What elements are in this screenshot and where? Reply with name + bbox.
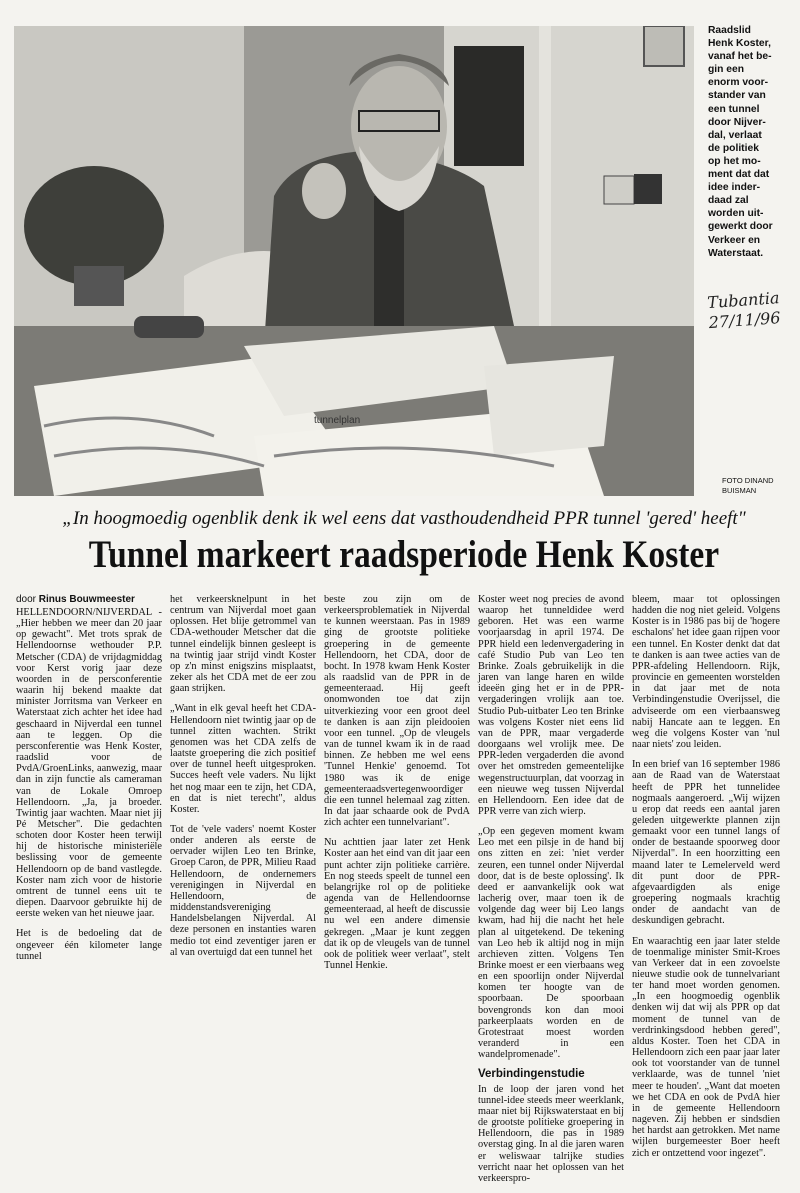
byline-prefix: door [16, 594, 37, 605]
document-label: tunnelplan [314, 415, 361, 426]
caption-line: dal, verlaat [708, 129, 762, 141]
paragraph: Het is de bedoeling dat de ongeveer één kilometer lange tunnel [16, 928, 162, 962]
caption-line: een tunnel [708, 103, 760, 115]
paragraph: het verkeersknelpunt in het centrum van Nijverdal moet gaan oplossen. Het blije getrommel van CDA-wethouder Metscher dat die tunnel eindelijk binnen gesleept is na twintig jaar strijd vindt Koster op z'n minst enigszins misplaatst, zeker als het CDA met de eer zou gaan strijken. [170, 594, 316, 695]
photo-credit [722, 476, 774, 496]
article-column-2 [170, 594, 316, 967]
caption-line: Waterstaat. [708, 247, 764, 259]
paragraph: beste zou zijn om de verkeersproblematiek in Nijverdal te kunnen weerstaan. Pas in 1989 ging de grootste politieke groepering in de gemeente Hellendoorn, het CDA, door de bocht. In 1978 kwam Henk Koster als raadslid van de PPR in de gemeenteraad. Hij geeft onomwonden toe dat zijn uitverkiezing voor een groot deel te danken is aan zijn pleidooien voor een tunnel. „Op de vleugels van de tunnel kwam ik in de raad binnen. Ze hebben me wel eens 'Tunnel Henkie' genoemd. Tot 1980 was ik de enige gemeenteraadsvertegenwoordiger die een tunnel helemaal zag zitten. In dat jaar schaarde ook de PvdA zich achter een tunnelvariant". [324, 594, 470, 829]
handwritten-note [707, 287, 800, 333]
article-photo [14, 26, 694, 496]
byline [16, 594, 135, 605]
headline: Tunnel markeert raadsperiode Henk Koster [88, 533, 720, 576]
paragraph: bleem, maar tot oplossingen hadden die nog niet geleid. Volgens Koster is in 1986 pas bij de 'hogere eschalons' het idee gaan rijpen voor een tunnel. En Koster denkt dat dat te danken is aan twee acties van de PPR-afdeling Hellendoorn. Rijk, provincie en gemeenten worstelden in dat jaar met de nota Verbindingenstudie Overijssel, die adviseerde om een vierbaansweg nabij Hancate aan te leggen. En weg die volgens Koster van 'nul naar niets' zou leiden. [632, 594, 780, 751]
credit-line: FOTO DINAND [722, 476, 774, 485]
caption-line: worden uit- [708, 208, 764, 220]
paragraph: „Op een gegeven moment kwam Leo met een pilsje in de hand bij ons zitten en zei: 'niet verder zeuren, een tunnel onder Nijverdal door, dat is de beste oplossing'. Ik deed er aanvankelijk ook wat lacherig over, maar toen ik de volgende dag weer bij Leo langs kwam, had hij die nacht het hele plan al uitgetekend. De tekening van Leo heb ik altijd nog in mijn archieven zitten. Volgens Ten Brinke moest er een vierbaans weg en een spoorlijn onder Nijverdal komen ter hoogte van de spoorbaan. De spoorbaan bovengronds kon dan mooi parkeerplaats worden en de Grotestraat moest worden veranderd in een wandelpromenade". [478, 826, 624, 1061]
caption-line: vanaf het be- [708, 51, 772, 63]
handwritten-date: 27/11/96 [708, 308, 782, 333]
paragraph: Tot de 'vele vaders' noemt Koster onder anderen als eerste de oervader wijlen Leo ten Brinke, Groep Caron, de PPR, Milieu Raad Hellendoorn, de ondernemers verenigingen in Nijverdal en Hellendoorn, de middenstandsvereniging Handelsbelangen Nijverdal. Al deze personen en instanties waren medio tot eind zeventiger jaren er al van overtuigd dat een tunnel het [170, 823, 316, 958]
paragraph: In de loop der jaren vond het tunnel-idee steeds meer weerklank, maar niet bij Rijkswaterstaat en bij de grootste politieke groepering in Hellendoorn, die pas in 1989 overstag ging. In al die jaren waren er weliswaar talrijke studies verricht naar het oplossen van het verkeerspro- [478, 1083, 624, 1184]
subheading: Verbindingenstudie [478, 1068, 585, 1081]
caption-line: op het mo- [708, 155, 761, 167]
paragraph: „Want in elk geval heeft het CDA-Hellendoorn niet twintig jaar op de tunnel zitten wachten. Strikt genomen was het CDA zelfs de laatste groepering die zich positief over de tunnel heeft uitgesproken. Succes heeft vele vaders. Nu lijkt het nog maar een te zijn, het CDA, en dat is niet terecht", aldus Koster. [170, 703, 316, 815]
pull-quote: „In hoogmoedig ogenblik denk ik wel eens dat vasthoudendheid PPR tunnel 'gered' heeft" [62, 508, 746, 529]
photo-caption [708, 24, 794, 260]
article-column-4 [478, 594, 624, 1193]
caption-line: Verkeer en [708, 234, 761, 246]
caption-line: daad zal [708, 195, 749, 207]
caption-line: Raadslid [708, 25, 751, 36]
caption-line: idee inder- [708, 182, 761, 194]
paragraph: En waarachtig een jaar later stelde de toenmalige minister Smit-Kroes van Verkeer dat in een zovoelste nieuwe studie ook de tunnelvariant ter hand moet worden genomen. „In een hoogmoedig ogenblik denken wij dat wij als PPR op dat moment de tunnel van de verdrinkingsdood hebben gered", aldus Koster. Toen het CDA in Hellendoorn zich een paar jaar later ook tot voorstander van de tunnel verklaarde, was de tunnel 'niet meer te houden'. „Want dat moeten we het CDA en ook de PvdA hier in de gemeente Hellendoorn nageven. Zij hebben er sindsdien het hardst aan getrokken. Met name wijlen burgemeester Boer heeft zich er ontzettend voor ingezet". [632, 935, 780, 1159]
paragraph: Koster weet nog precies de avond waarop het tunneldidee werd geboren. Het was een warme voorjaarsdag in april 1974. De PPR hield een ledenvergadering in café Studio Pub van Leo ten Brinke. Zoals gebruikelijk in die jaren van lange haren en wilde ideeën ging het er in de PPR-vergaderingen vrolijk aan toe. Studio Pub-uitbater Leo ten Brinke was volgens Koster niet eens lid van de PPR, maar vergaderde doorgaans wel vrolijk mee. De PPR-leden vergaderden die avond over het omstreden gemeentelijke wegenstructuurplan, dat voorzag in een nieuwe weg tussen Nijverdal en Hellendoorn. Een idee dat de PPR verre van zich wierp. [478, 594, 624, 817]
photo-illustration [14, 26, 694, 496]
article-column-3 [324, 594, 470, 980]
paragraph: Nu achttien jaar later zet Henk Koster aan het eind van dit jaar een punt achter zijn politieke carrière. En nog steeds speelt de tunnel een belangrijke rol op de politieke agenda van de Hellendoornse gemeenteraad, al heeft de discussie nu wel een andere dimensie gekregen. „Maar je kunt zeggen dat ik op de vleugels van de tunnel ook de politiek weer verlaat", stelt Tunnel Henkie. [324, 837, 470, 971]
caption-line: stander van [708, 90, 766, 102]
credit-line: BUISMAN [722, 486, 757, 495]
caption-line: de politiek [708, 142, 759, 154]
caption-line: Henk Koster, [708, 38, 771, 50]
byline-author: Rinus Bouwmeester [38, 594, 135, 605]
article-column-5 [632, 594, 780, 1168]
caption-line: gewerkt door [708, 221, 773, 233]
caption-line: ment dat dat [708, 169, 770, 181]
caption-line: door Nijver- [708, 116, 766, 128]
paragraph: HELLENDOORN/NIJVERDAL - „Hier hebben we meer dan 20 jaar op gewacht". Met trots sprak de Hellendoornse wethouder P.P. Metscher (CDA) de vrijdagmiddag voor Kerst vorig jaar deze woorden in de persconferentie waarin hij bekend maakte dat minister Jorritsma van Verkeer en Waterstaat zich achter het idee had geschaard in Nijverdal een tunnel aan te leggen. Op die persconferentie was Henk Koster, raadslid voor de PvdA/GroenLinks, aanwezig, maar dan in zijn functie als cameraman van de Lokale Omroep Hellendoorn. „Ja, ja broeder. Twintig jaar wachten. Maar niet jij Pé Metscher". Die gedachten schoten door Koster heen terwijl hij de historische ministeriële beslissing voor de gemeente Hellendoorn op de band vastlegde. Koster nam zich voor de historie omtrent de tunnel eens uit te diepen. Daarvoor gebruikte hij de eerste weken van het nieuwe jaar. [16, 607, 162, 920]
caption-line: gin een [708, 64, 745, 76]
caption-line: enorm voor- [708, 77, 769, 89]
handwritten-source: Tubantia [706, 288, 781, 313]
article-column-1 [16, 607, 162, 971]
paragraph: In een brief van 16 september 1986 aan de Raad van de Waterstaat heeft de PPR het tunnelidee nogmaals aangeroerd. „Wij wijzen u erop dat reeds een aantal jaren geleden uitgewerkte plannen zijn gemaakt voor een tunnel langs of onder de bestaande spoorweg door Nijverdal". In een hoorzitting een maand later te Lemelerveld werd dit punt door de PPR-afgevaardigden als enige groepering nogmaals krachtig onder de aandacht van de deskundigen gebracht. [632, 759, 780, 927]
